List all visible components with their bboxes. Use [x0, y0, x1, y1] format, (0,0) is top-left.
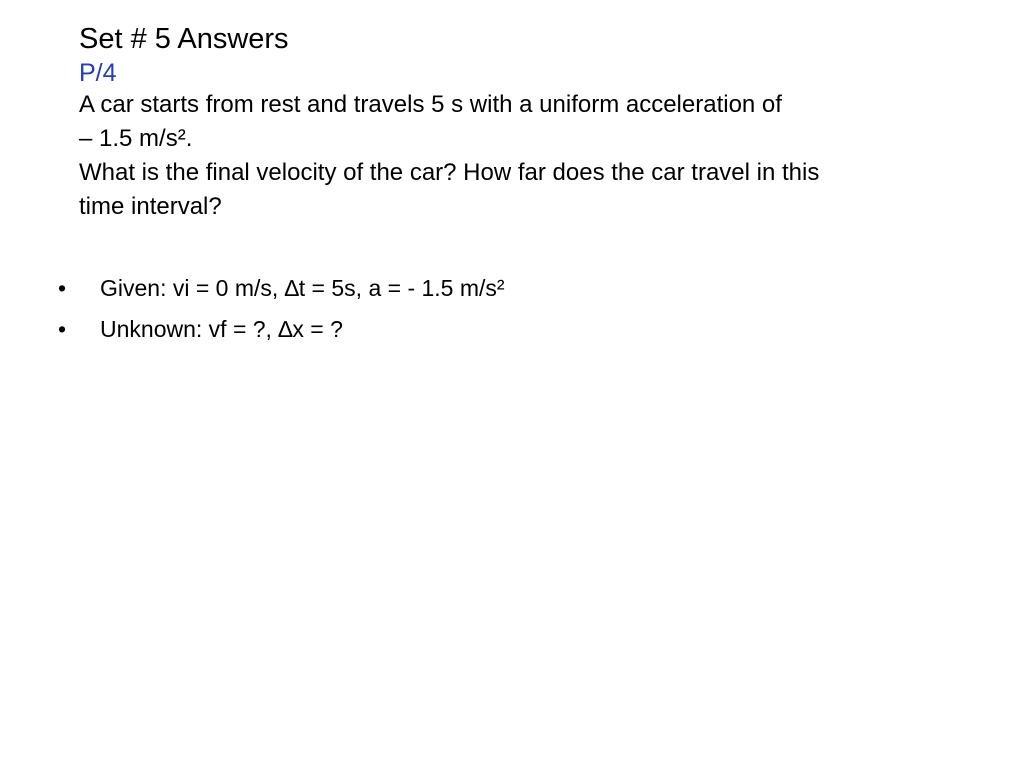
problem-id: P/4 [79, 59, 117, 87]
slide-title: Set # 5 Answers [79, 23, 289, 55]
bullet-list [58, 271, 958, 353]
bullet-unknown [58, 312, 958, 353]
problem-line-3: What is the final velocity of the car? How far does the car travel in this [79, 159, 820, 186]
problem-line-2: – 1.5 m/s². [79, 125, 193, 152]
title-block [79, 20, 979, 224]
given-text: Given: vi = 0 m/s, ∆t = 5s, a = - 1.5 m/s² [100, 275, 505, 301]
bullet-given [58, 271, 958, 312]
bullet-marker: • [58, 316, 67, 342]
problem-line-4: time interval? [79, 193, 222, 220]
unknown-text: Unknown: vf = ?, ∆x = ? [100, 316, 343, 342]
bullet-marker: • [58, 275, 67, 301]
problem-line-1: A car starts from rest and travels 5 s with a uniform acceleration of [79, 91, 782, 118]
